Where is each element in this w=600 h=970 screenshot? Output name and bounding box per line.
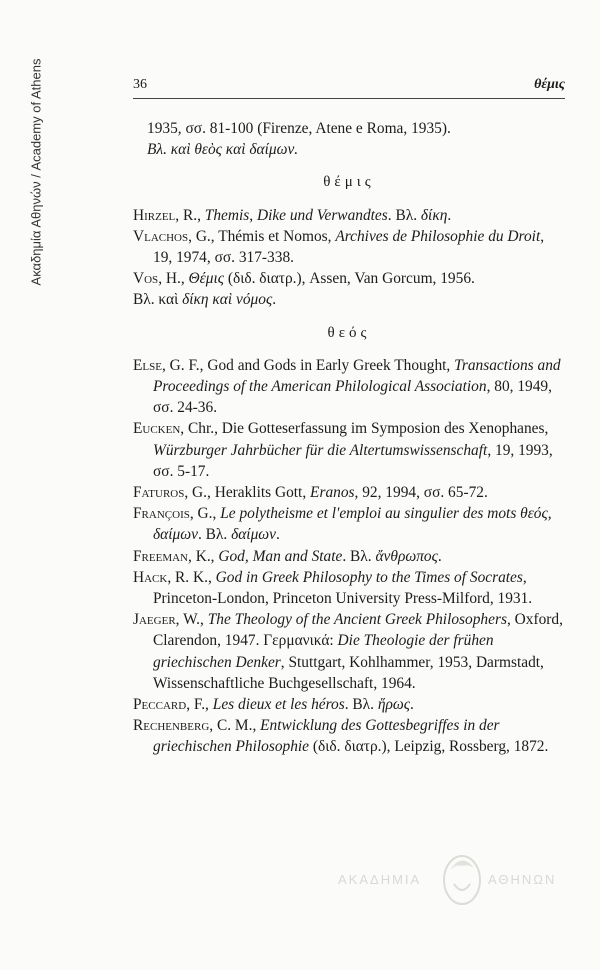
entry-title: God, Man and State — [218, 547, 343, 565]
entry-text: . — [409, 696, 414, 714]
section-heading-themis: θέμις — [323, 174, 375, 191]
entry-text: , G. F., God and Gods in Early Greek Thought, — [161, 356, 455, 374]
entry-text: , Stuttgart, Kohlhammer, 1953, Darmstadt, Wissenschaftliche Buchgesellschaft, 1964. — [153, 653, 544, 692]
entry-author: Rechenberg — [133, 717, 210, 735]
entry-title: Archives de Philosophie du Droit — [335, 227, 541, 245]
entry-title: δίκη καὶ νόμος — [182, 291, 273, 309]
entry-text: (διδ. διατρ.), Assen, Van Gorcum, 1956. — [223, 270, 475, 288]
entry-text: . Βλ. — [344, 696, 378, 714]
bib-entry — [133, 715, 565, 757]
bib-entry — [133, 503, 565, 545]
entry-see: δίκη — [420, 206, 448, 224]
entry-text: , W., — [175, 611, 208, 629]
entry-text: (διδ. διατρ.), Leipzig, Rossberg, 1872. — [309, 738, 549, 756]
entry-author: François — [133, 505, 190, 523]
entry-title-german: Die Theologie der frühen griechischen Denker — [153, 632, 494, 671]
entry-text: . Βλ. — [342, 547, 376, 565]
entry-text: , 92, 1994, σσ. 65-72. — [354, 484, 488, 502]
entry-title: Θέμις — [188, 270, 224, 288]
continued-see-also — [133, 139, 565, 160]
entry-author: Vos — [133, 270, 159, 288]
watermark-left-text: ΑΚΑΔΗΜΙΑ — [338, 872, 422, 887]
side-credit: Ακαδημία Αθηνών / Academy of Athens — [28, 58, 44, 286]
entry-title: God in Greek Philosophy to the Times of Socrates — [215, 568, 523, 586]
entry-text: , G., Heraklits Gott, — [184, 484, 311, 502]
header-rule — [133, 98, 565, 99]
academy-watermark — [338, 850, 568, 910]
entry-author: Else — [133, 356, 162, 374]
bib-entry — [133, 418, 565, 482]
entry-author: Peccard — [133, 696, 187, 714]
entry-title: Themis, Dike und Verwandtes — [204, 206, 388, 224]
bib-entry — [133, 226, 565, 268]
section-heading-theos: θεός — [327, 324, 371, 341]
entry-text: . Βλ. — [197, 526, 232, 544]
entry-text: , 19, 1993, σσ. 5-17. — [153, 441, 553, 480]
bib-entry — [133, 482, 565, 503]
entry-see: ἥρως — [377, 696, 410, 714]
entry-text: , R., — [175, 206, 205, 224]
entry-text: , F., — [186, 696, 213, 714]
bib-entry — [133, 546, 565, 567]
entry-text: , C. M., — [209, 717, 261, 735]
entry-text: , K., — [188, 547, 219, 565]
see-also-line — [133, 289, 565, 310]
bib-entry — [133, 609, 565, 694]
section-themis-entries — [133, 205, 565, 311]
entry-text: , G., Thémis et Nomos, — [188, 227, 336, 245]
entry-title: Würzburger Jahrbücher für die Altertumswissenschaft — [153, 441, 488, 459]
bibliography-content — [133, 118, 565, 758]
entry-text: . — [437, 547, 442, 565]
bib-entry — [133, 205, 565, 226]
bib-entry — [133, 355, 565, 419]
entry-author: Hirzel — [133, 206, 176, 224]
entry-text: . — [272, 291, 277, 309]
entry-author: Hack — [133, 568, 168, 586]
entry-text: , G., — [189, 505, 221, 523]
entry-text: , Oxford, Clarendon, 1947. Γερμανικά: — [153, 611, 563, 650]
bib-entry — [133, 694, 565, 715]
section-theos-entries — [133, 355, 565, 758]
entry-text: Βλ. καὶ — [133, 291, 183, 309]
entry-text: , R. K., — [167, 568, 216, 586]
bib-entry — [133, 567, 565, 609]
entry-see: δαίμων — [231, 526, 276, 544]
entry-author: Eucken — [133, 420, 181, 438]
entry-text: , Chr., Die Gotteserfassung im Symposion des Xenophanes, — [180, 420, 549, 438]
entry-text: . — [276, 526, 280, 544]
entry-title: Le polytheisme et l'emploi au singulier des mots θεός, δαίμων — [153, 505, 552, 544]
entry-text: , 19, 1974, σσ. 317-338. — [153, 227, 545, 267]
entry-text: , 80, 1949, σσ. 24-36. — [153, 378, 552, 417]
entry-author: Faturos — [133, 484, 185, 502]
watermark-right-text: ΑΘΗΝΩΝ — [488, 872, 557, 887]
entry-author: Vlachos — [133, 227, 189, 245]
entry-text: , Princeton-London, Princeton University Press-Milford, 1931. — [153, 568, 533, 608]
athena-seal-icon — [438, 850, 486, 908]
entry-title: The Theology of the Ancient Greek Philosophers — [207, 611, 507, 629]
entry-author: Jaeger — [133, 611, 176, 629]
continued-see-also-text: Βλ. καὶ θεὸς καὶ δαίμων. — [147, 141, 299, 159]
entry-see: ἄνθρωπος — [375, 547, 438, 565]
entry-text: . — [447, 206, 452, 224]
entry-text: , H., — [158, 270, 189, 288]
entry-author: Freeman — [133, 547, 189, 565]
continued-line: 1935, σσ. 81-100 (Firenze, Atene e Roma, 1935). — [147, 120, 451, 137]
entry-title: Eranos — [310, 484, 355, 502]
entry-title: Transactions and Proceedings of the American Philological Association — [153, 356, 561, 396]
page-header — [133, 77, 565, 95]
entry-title: Entwicklung des Gottesbegriffes in der griechischen Philosophie — [153, 717, 500, 756]
page-number: 36 — [133, 77, 147, 92]
entry-title: Les dieux et les héros — [212, 696, 345, 714]
bib-entry — [133, 268, 565, 289]
running-title: θέμις — [534, 77, 565, 92]
entry-text: . Βλ. — [387, 206, 421, 224]
